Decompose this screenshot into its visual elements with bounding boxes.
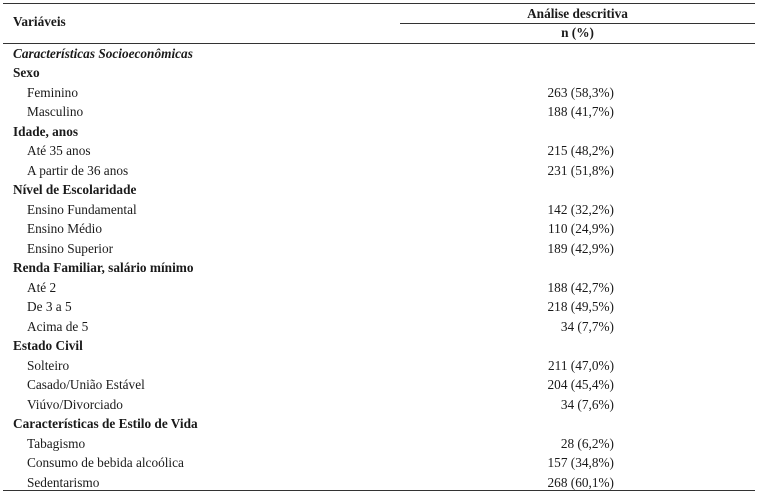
row-value: 28 (6,2%)	[561, 434, 614, 454]
row-label: Solteiro	[27, 356, 69, 376]
section-heading: Características Socioeconômicas	[13, 44, 193, 64]
n-percent-header: n (%)	[400, 23, 755, 43]
row-label: Viúvo/Divorciado	[27, 395, 123, 415]
group-heading: Nível de Escolaridade	[13, 180, 136, 200]
group-heading: Estado Civil	[13, 336, 83, 356]
row-label: Masculino	[27, 102, 83, 122]
row-value: 188 (41,7%)	[548, 102, 614, 122]
row-value: 215 (48,2%)	[548, 141, 614, 161]
row-label: A partir de 36 anos	[27, 161, 128, 181]
row-value: 231 (51,8%)	[548, 161, 614, 181]
row-value: 157 (34,8%)	[548, 453, 614, 473]
row-label: Casado/União Estável	[27, 375, 145, 395]
group-heading: Idade, anos	[13, 122, 78, 142]
row-value: 218 (49,5%)	[548, 297, 614, 317]
row-value: 263 (58,3%)	[548, 83, 614, 103]
row-value: 204 (45,4%)	[548, 375, 614, 395]
group-heading: Características de Estilo de Vida	[13, 414, 198, 434]
row-label: Acima de 5	[27, 317, 88, 337]
row-value: 142 (32,2%)	[548, 200, 614, 220]
row-label: Sedentarismo	[27, 473, 99, 492]
row-value: 268 (60,1%)	[548, 473, 614, 492]
group-heading: Renda Familiar, salário mínimo	[13, 258, 194, 278]
analysis-header: Análise descritiva	[400, 4, 755, 24]
row-label: Até 2	[27, 278, 56, 298]
row-label: Ensino Superior	[27, 239, 113, 259]
row-value: 211 (47,0%)	[548, 356, 614, 376]
row-label: Consumo de bebida alcoólica	[27, 453, 184, 473]
row-label: Ensino Médio	[27, 219, 102, 239]
row-value: 189 (42,9%)	[548, 239, 614, 259]
row-label: Até 35 anos	[27, 141, 91, 161]
row-value: 34 (7,7%)	[561, 317, 614, 337]
row-label: Tabagismo	[27, 434, 85, 454]
variables-header: Variáveis	[13, 12, 66, 32]
row-label: Ensino Fundamental	[27, 200, 137, 220]
group-heading: Sexo	[13, 63, 40, 83]
row-label: Feminino	[27, 83, 78, 103]
row-value: 188 (42,7%)	[548, 278, 614, 298]
row-value: 110 (24,9%)	[548, 219, 614, 239]
row-label: De 3 a 5	[27, 297, 72, 317]
row-value: 34 (7,6%)	[561, 395, 614, 415]
